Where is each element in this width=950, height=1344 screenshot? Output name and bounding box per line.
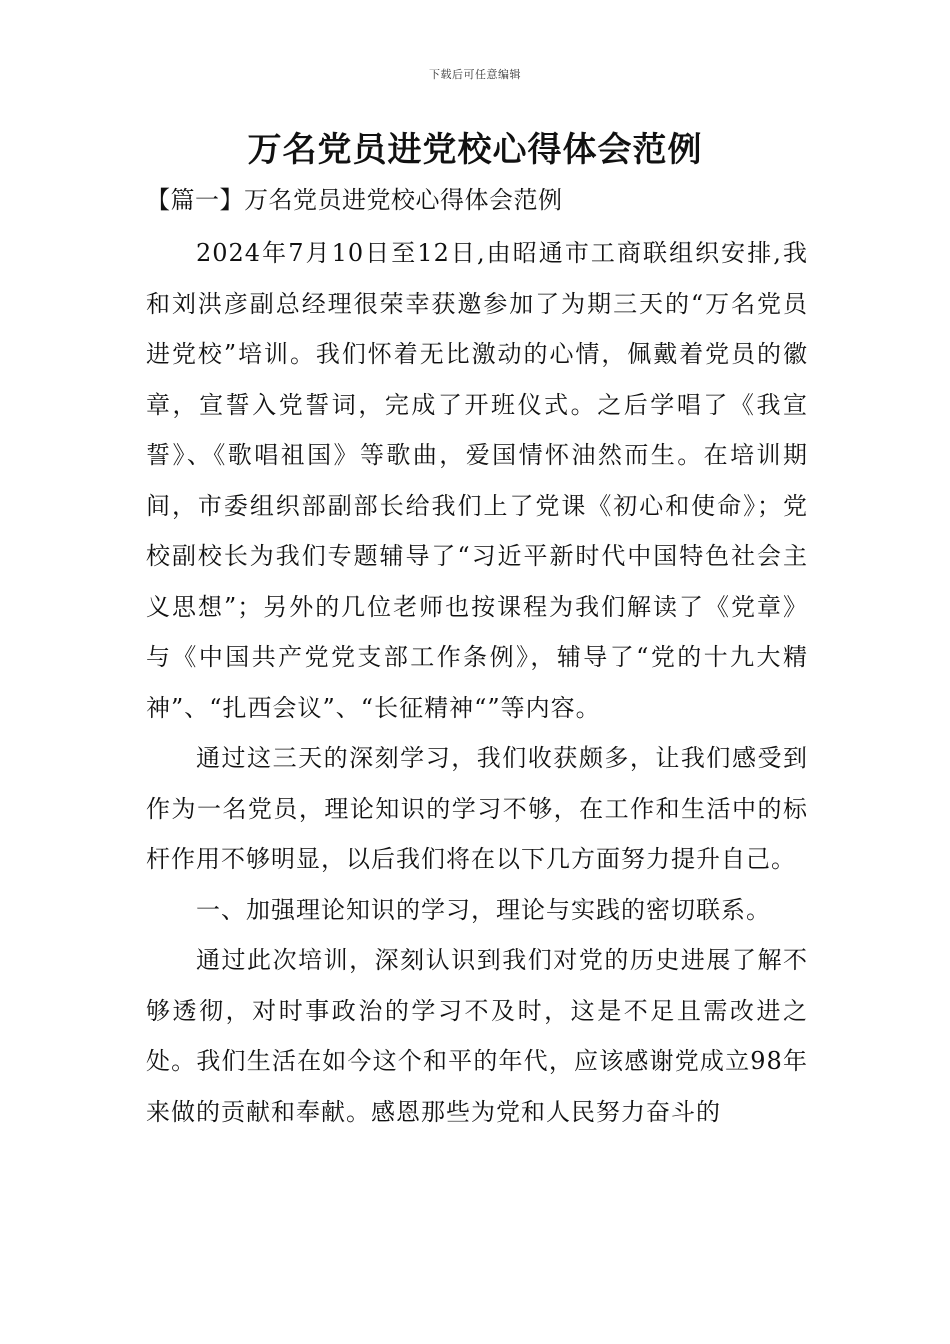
document-body [146, 180, 808, 1137]
paragraph: 一、加强理论知识的学习，理论与实践的密切联系。 [196, 895, 771, 924]
paragraph: 2024年7月10日至12日,由昭通市工商联组织安排,我和刘洪彦副总经理很荣幸获邀参加了为期三天的“万名党员进党校”培训。我们怀着无比激动的心情，佩戴着党员的徽章，宣誓入党誓词，完成了开班仪式。之后学唱了《我宣誓》、《歌唱祖国》等歌曲，爱国情怀油然而生。在培训期间，市委组织部副部长给我们上了党课《初心和使命》；党校副校长为我们专题辅导了“习近平新时代中国特色社会主义思想”；另外的几位老师也按课程为我们解读了《党章》与《中国共产党党支部工作条例》，辅导了“党的十九大精神”、“扎西会议”、“长征精神“”等内容。 [146, 239, 808, 722]
paragraph: 通过这三天的深刻学习，我们收获颇多，让我们感受到作为一名党员，理论知识的学习不够，在工作和生活中的标杆作用不够明显，以后我们将在以下几方面努力提升自己。 [146, 744, 808, 873]
header-note: 下载后可任意编辑 [429, 68, 521, 81]
section-heading: 【篇一】万名党员进党校心得体会范例 [146, 186, 563, 214]
document-title: 万名党员进党校心得体会范例 [247, 130, 703, 170]
paragraph: 通过此次培训，深刻认识到我们对党的历史进展了解不够透彻，对时事政治的学习不及时，这是不足且需改进之处。我们生活在如今这个和平的年代，应该感谢党成立98年来做的贡献和奉献。感恩那些为党和人民努力奋斗的 [146, 946, 808, 1126]
